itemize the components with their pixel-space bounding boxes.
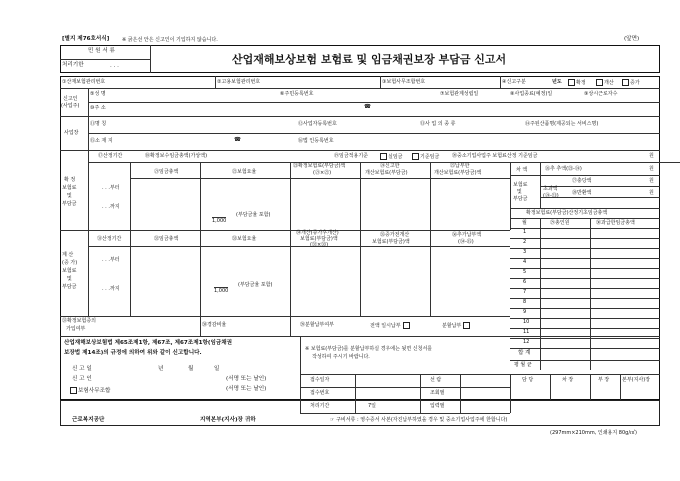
office-name: 근로복지공단 xyxy=(72,417,105,423)
est-group-label-4: 및 xyxy=(67,276,72,282)
opt-split-pay[interactable]: 분할납부 xyxy=(442,322,471,329)
label-recv-no: 접수번호 xyxy=(310,390,330,396)
confirm-group-label-3: 및 xyxy=(67,193,72,199)
rate-note: (부담금율 포함) xyxy=(236,212,271,218)
label-date: 신 고 일 xyxy=(72,366,92,372)
label-end-date: ⑧사업종료(예정)일 xyxy=(510,91,553,97)
sched-month-label: 9 xyxy=(523,309,527,315)
label-recv-date: 접수일자 xyxy=(310,377,330,383)
sched-col-workers: ㉙총인원 xyxy=(550,220,570,226)
sched-row-line xyxy=(510,288,660,289)
label-biz-no: ⑫사업자등록번호 xyxy=(298,121,337,127)
label-wage-basis: ⑲임금적용기준 xyxy=(334,153,368,159)
workplace-group-label: 사업장 xyxy=(64,130,79,136)
opt-confirm[interactable]: 확정 xyxy=(568,79,586,86)
label-director: 본부(지사)장 xyxy=(622,377,651,383)
sched-month-label: 10 xyxy=(523,319,530,325)
col-diff: ㉕납부한 xyxy=(450,163,470,169)
opt-agency[interactable]: 보험사무조합 xyxy=(70,387,110,395)
est-group-label-3: 보험료 xyxy=(62,268,77,274)
label-over-2: (㉔-㉓) xyxy=(543,193,559,199)
label-item2: ②고용보험관리번호 xyxy=(217,79,261,85)
opt-base-wage[interactable]: 기준임금 xyxy=(412,153,439,160)
top-note: ※ 굵은선 안은 신고인이 기입하지 않습니다. xyxy=(122,37,218,43)
won-unit-4: 원 xyxy=(649,190,654,196)
label-apply-2: 가입여부 xyxy=(66,326,86,332)
processing-value: . . . xyxy=(110,63,119,69)
sched-month-label: 1 xyxy=(523,229,527,235)
label-split: ㊴분할납부여부 xyxy=(300,322,334,328)
est-to: . . .까지 xyxy=(102,286,120,292)
col-premium-formula: (㉑×㉒) xyxy=(313,170,332,176)
sched-month-label: 5 xyxy=(523,269,527,275)
label-reduce: ㊳경감비율 xyxy=(202,322,227,328)
label-refund-group-2: 및 xyxy=(517,189,522,195)
receipt-label: 민 원 서 류 xyxy=(88,48,115,54)
note-line1: ※ 보험료(부담금)를 분할납부하실 경우에는 뒷면 신청서를 xyxy=(305,346,433,352)
label-item1: ①산재보험관리번호 xyxy=(62,79,106,85)
col-diff-2: 개산보험료(부담금)액 xyxy=(434,170,482,176)
confirm-from: . . .부터 xyxy=(102,185,120,191)
label-period: ⑰산정기간 xyxy=(98,153,123,159)
attach-note: ☞ 구비서류 : 영수증서 사본(자진납부하였을 경우 및 중소기업사업주에 한합니다) xyxy=(330,417,508,423)
side-label: (앞면) xyxy=(624,36,640,42)
label-name: ⑤성 명 xyxy=(90,91,106,97)
label-service: ⑭주된산품명(제공되는 서비스명) xyxy=(525,121,599,127)
sched-month-label: 6 xyxy=(523,279,527,285)
sched-row-line xyxy=(510,258,660,259)
sched-col-wage: ㉚과급한임금총액 xyxy=(596,220,635,226)
label-month: 월 xyxy=(188,366,194,372)
sched-row-line xyxy=(510,278,660,279)
label-return: ㉘반환액 xyxy=(572,190,592,196)
won-unit-3: 원 xyxy=(649,178,654,184)
label-refund-group: 보험료 xyxy=(513,182,528,188)
sched-month-label: 7 xyxy=(523,289,527,295)
phone-icon-2: ☎ xyxy=(234,137,241,143)
label-extra: ㉖추 추액(㉓-㉔) xyxy=(545,166,582,172)
sched-col-month: 월 xyxy=(522,220,527,226)
sched-month-label: 12 xyxy=(523,339,530,345)
label-company: ⑪명 칭 xyxy=(90,121,107,127)
label-refund-group-3: 부담금 xyxy=(513,196,528,202)
label-input: 입력필 xyxy=(430,403,445,409)
opt-increase[interactable]: 증가 xyxy=(622,79,640,86)
label-apply: ㊲확정보험증의 xyxy=(62,318,96,324)
est-group-label-5: 부담금 xyxy=(62,284,77,290)
est-rate-base: 1,000 xyxy=(214,288,229,294)
label-period: 처리기간 xyxy=(310,403,330,409)
label-manager: 부 장 xyxy=(598,377,610,383)
paper-spec: (297mm×210mm, 인쇄용지 80g/㎡) xyxy=(550,430,637,436)
sign-reporter: (서명 또는 날인) xyxy=(226,376,267,382)
processing-label: 처리기한 xyxy=(62,62,84,68)
sched-row-line xyxy=(510,238,660,239)
label-wage-total: ⑱확정보수임금총액(가상액) xyxy=(145,153,208,159)
est-col-prev: ㉟증가전개산 xyxy=(380,232,410,238)
label-rrn: ⑥주민등록번호 xyxy=(280,91,314,97)
sched-month-label: 2 xyxy=(523,239,527,245)
sign-agency: (서명 또는 날인) xyxy=(226,386,267,392)
label-year: 년 xyxy=(158,366,164,372)
est-col-rate: ㉝보험요율 xyxy=(232,236,257,242)
sched-row-line xyxy=(510,328,660,329)
statement-line2: 보장법 제14조)의 규정에 의하여 위와 같이 신고합니다. xyxy=(64,350,202,356)
est-col-premium: ㉞개산(증가후개산) xyxy=(296,230,339,236)
label-day: 일 xyxy=(214,366,220,372)
label-biz-type: ⑬사 업 의 종 류 xyxy=(420,121,456,127)
won-unit: 원 xyxy=(649,153,654,159)
label-refund: ㉗충당액 xyxy=(572,178,592,184)
confirm-group-label-2: 보험료 xyxy=(62,185,77,191)
opt-actual-wage[interactable]: 실임금 xyxy=(380,153,403,160)
est-col-add: ㊱추가납부액 xyxy=(452,232,482,238)
sched-month-label: 11 xyxy=(523,329,530,335)
branch-name: 지역본부(지사)장 귀하 xyxy=(200,417,256,423)
period-value: 7일 xyxy=(368,403,377,409)
col-premium: ㉓확정보험료(부담금)액 xyxy=(293,163,346,169)
label-location: ⑮소 재 지 xyxy=(90,138,113,144)
est-col-premium-2: 보험료(부담금)액 xyxy=(300,236,338,242)
sched-month-label: 4 xyxy=(523,259,527,265)
col-paid: ㉔신고한 xyxy=(380,163,400,169)
est-group-label: 계 산 xyxy=(62,252,74,258)
col-paid-2: 개산보험료(부담금) xyxy=(365,170,408,176)
form-title: 산업재해보상보험 보험료 및 임금채권보장 부담금 신고서 xyxy=(232,53,507,66)
col-rate: ㉒보험요율 xyxy=(232,169,257,175)
opt-year: 년도 xyxy=(552,79,562,85)
sched-row-line xyxy=(510,338,660,339)
label-over: 초과액 xyxy=(543,186,558,192)
reporter-group-label-2: (사업주) xyxy=(61,103,80,109)
est-from: . . .부터 xyxy=(102,257,120,263)
sched-avg: 평 월 균 xyxy=(514,362,532,368)
est-col-wage: ㉜임금총액 xyxy=(154,236,179,242)
label-small-biz: ⑳중소기업사업주 보험료산정 기준임금 xyxy=(452,153,538,159)
label-address: ⑩주 소 xyxy=(90,105,106,111)
statement-line1: 산업재해보상보험법 제65조제1항, 제67조, 제67조제1항(임금채권 xyxy=(64,340,233,346)
est-group-label-2: (증 가) xyxy=(62,260,78,266)
label-handler: 담 당 xyxy=(522,377,534,383)
est-period: ㉛산정기간 xyxy=(97,236,122,242)
est-col-prev-2: 보험료(부담금)액 xyxy=(372,239,410,245)
sched-total: 합 계 xyxy=(518,350,531,356)
label-line: 선 람 xyxy=(430,377,442,383)
note-line2: 작성하여 주시기 바랍니다. xyxy=(312,354,370,360)
reporter-group-label: 신고인 xyxy=(63,96,78,102)
sched-row-line xyxy=(510,308,660,309)
confirm-group-label: 확 정 xyxy=(64,177,76,183)
est-col-add-2: (㉞-㉟) xyxy=(458,239,474,245)
est-col-premium-3: (㉜×㉝) xyxy=(310,242,329,248)
label-reporter: 신 고 인 xyxy=(72,376,92,382)
confirm-group-label-4: 부담금 xyxy=(62,201,77,207)
sched-header: 확정보험료(부담금)산정기초임금총액 xyxy=(526,210,608,216)
sched-row-line xyxy=(510,248,660,249)
won-unit-2: 원 xyxy=(649,166,654,172)
label-item4: ④신고구분 xyxy=(502,79,526,85)
sched-month-label: 3 xyxy=(523,249,527,255)
label-diff: 차 액 xyxy=(516,167,528,173)
rate-base: 1,000 xyxy=(212,218,227,224)
sched-row-line xyxy=(510,268,660,269)
label-insurance-date: ⑦보험관계성립일 xyxy=(440,91,479,97)
opt-lump-sum[interactable]: 전액 일시납부 xyxy=(370,322,411,329)
label-check: 조회필 xyxy=(430,390,445,396)
label-corp-no: ⑯법 인등록번호 xyxy=(298,138,334,144)
label-chief: 차 장 xyxy=(562,377,574,383)
sched-row-line xyxy=(510,318,660,319)
est-rate-note: (부담금율 포함) xyxy=(238,282,273,288)
sched-row-line xyxy=(510,298,660,299)
col-wage: ㉑임금총액 xyxy=(154,169,179,175)
label-workers: ⑨상시근로자수 xyxy=(584,91,618,97)
label-item3: ③보험사무조합번호 xyxy=(382,79,426,85)
form-tag: [별지 제76호서식] xyxy=(62,36,110,42)
confirm-to: . . .까지 xyxy=(102,204,120,210)
opt-estimate[interactable]: 개산 xyxy=(596,79,614,86)
phone-icon: ☎ xyxy=(364,104,371,110)
sched-month-label: 8 xyxy=(523,299,527,305)
